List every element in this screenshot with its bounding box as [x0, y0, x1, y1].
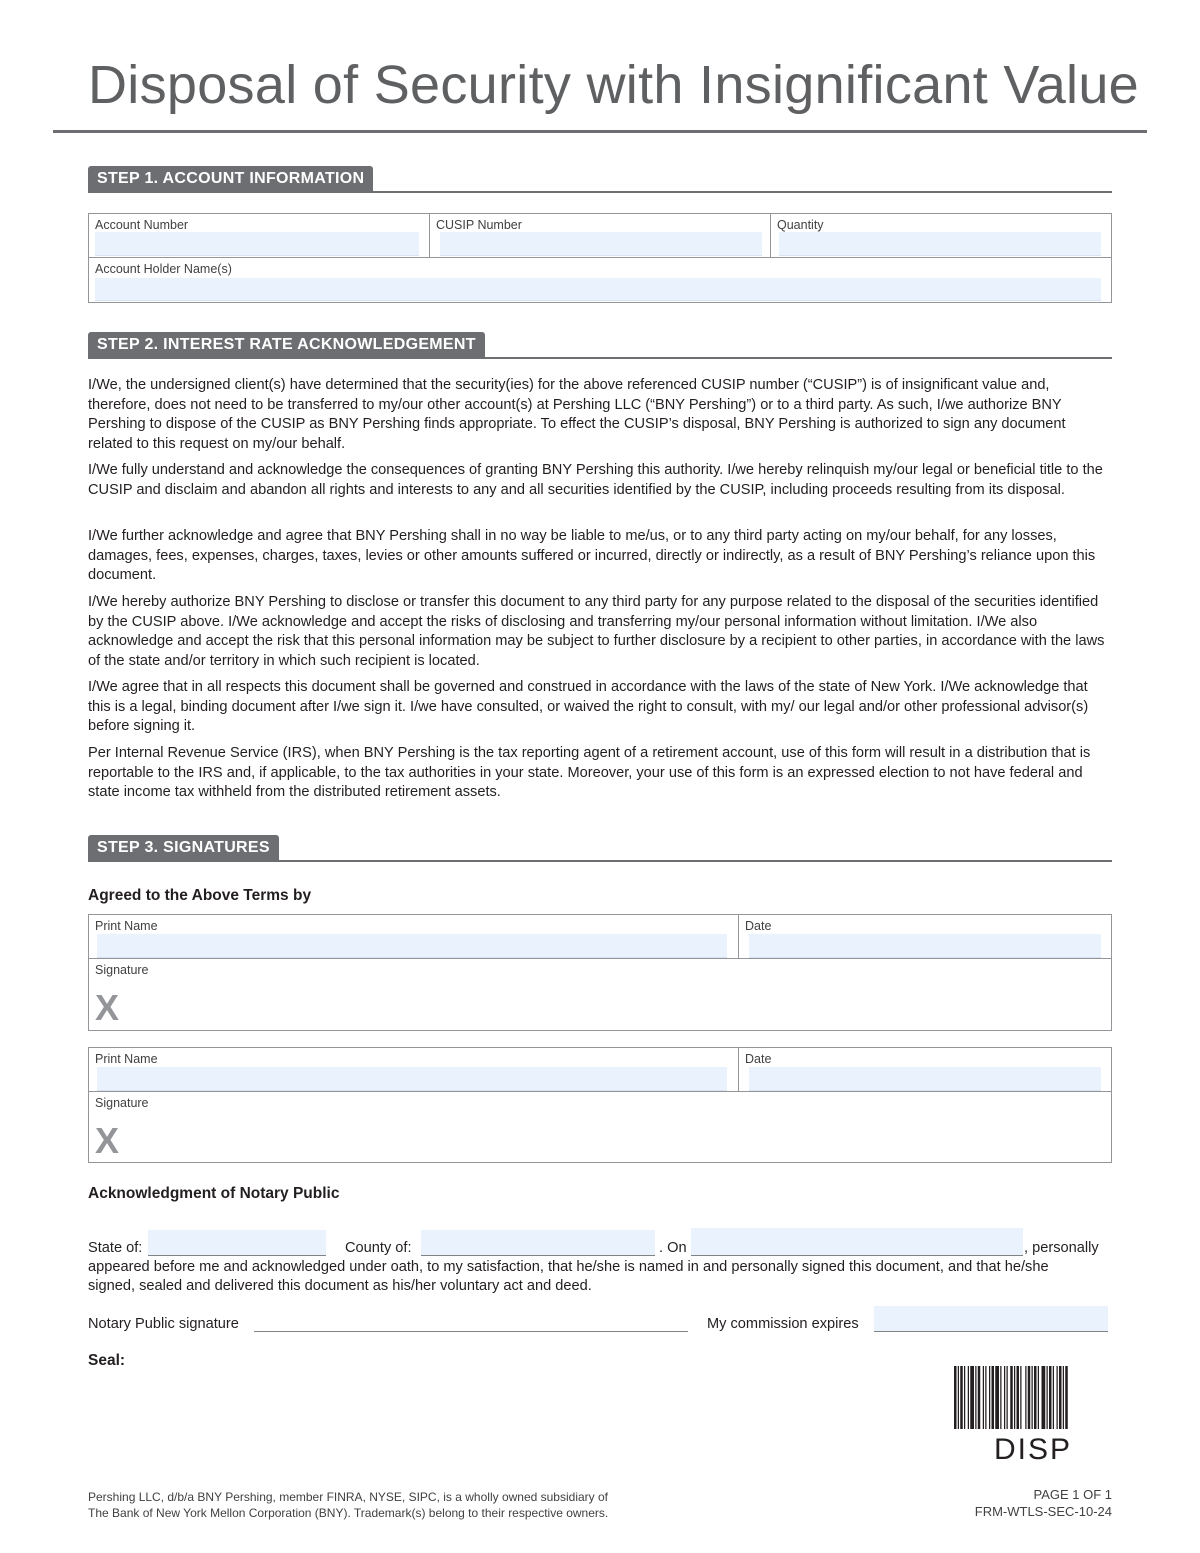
print-name-label: Print Name	[95, 1052, 158, 1066]
barcode-text: DISP	[993, 1433, 1073, 1466]
account-number-cell	[89, 214, 430, 258]
barcode-bar	[964, 1366, 965, 1429]
signature-x-mark: X	[95, 1120, 120, 1161]
seal-label: Seal:	[88, 1352, 126, 1369]
commission-label: My commission expires	[707, 1316, 859, 1332]
date-label: Date	[745, 919, 772, 933]
barcode-bar	[1017, 1366, 1020, 1429]
cusip-number-cell	[430, 214, 771, 258]
ack-paragraph-5: I/We agree that in all respects this document shall be governed and construed in accordance with the laws of the state of New York. I/We acknowledge that this is a legal, binding document after I/we sign it. I/we have consulted, or waived the right to consult, with my/ our legal and/or other professional advisor(s) before signing it.	[88, 679, 1089, 735]
signer-1-signature-cell[interactable]	[89, 959, 1111, 1030]
ack-paragraph-1: I/We, the undersigned client(s) have determined that the security(ies) for the above referenced CUSIP number (“CUSIP”) is of insignificant value and, therefore, does not need to be transferred to my/our other account(s) at Pershing LLC (“BNY Pershing”) or to a third party. As such, I/we authorize BNY Pershing to dispose of the CUSIP as BNY Pershing finds appropriate. To effect the CUSIP’s disposal, BNY Pershing is authorized to sign any document related to this request on my/our behalf.	[88, 377, 1066, 453]
signature-label: Signature	[95, 963, 149, 977]
signature-x-mark: X	[95, 987, 120, 1028]
print-name-label: Print Name	[95, 919, 158, 933]
quantity-input[interactable]	[779, 232, 1101, 256]
barcode-bar	[960, 1366, 963, 1429]
barcode-bar	[1065, 1366, 1068, 1429]
ack-paragraph-4: I/We hereby authorize BNY Pershing to disclose or transfer this document to any third party for any purpose related to the disposal of the securities identified by the CUSIP above. I/We acknowledge and accept the risks of disclosing and transferring my/our personal information without limitation. I/We also acknowledge and accept the risk that this personal information may be subject to further disclosure by a recipient to other parties, in accordance with the laws of the state and/or territory in which such recipient is located.	[88, 594, 1105, 670]
step1-header	[88, 166, 1112, 194]
step3-title: STEP 3. SIGNATURES	[88, 835, 279, 861]
signer-2-block	[88, 1047, 1112, 1163]
state-input[interactable]	[148, 1230, 326, 1256]
footer-line-2: The Bank of New York Mellon Corporation (BNY). Trademark(s) belong to their respective owners.	[88, 1506, 609, 1520]
barcode-bar	[1004, 1366, 1005, 1429]
footer-line-1: Pershing LLC, d/b/a BNY Pershing, member FINRA, NYSE, SIPC, is a wholly owned subsidiary of	[88, 1490, 609, 1504]
barcode-bar	[992, 1366, 995, 1429]
signer-1-name-cell	[89, 915, 739, 959]
barcode-bar	[975, 1366, 976, 1429]
notary-text-line-2: appeared before me and acknowledged under oath, to my satisfaction, that he/she is named in and personally signed this document, and that he/she	[88, 1259, 1049, 1275]
agreed-heading: Agreed to the Above Terms by	[88, 887, 312, 904]
signer-2-date-input[interactable]	[749, 1067, 1101, 1091]
notary-date-input[interactable]	[691, 1228, 1023, 1256]
barcode-bar	[1032, 1366, 1033, 1429]
barcode-bar	[1047, 1366, 1048, 1429]
step2-header	[88, 332, 1112, 360]
signer-2-signature-cell[interactable]	[89, 1092, 1111, 1162]
barcode-bar	[1014, 1366, 1015, 1429]
notary-signature-label: Notary Public signature	[88, 1316, 239, 1332]
barcode-bar	[978, 1366, 981, 1429]
barcode-bar	[989, 1366, 990, 1429]
barcode-bar	[985, 1366, 986, 1429]
signer-1-name-input[interactable]	[97, 934, 727, 958]
form-id: FRM-WTLS-SEC-10-24	[974, 1504, 1112, 1519]
quantity-cell	[771, 214, 1111, 258]
barcode-bar	[1025, 1366, 1026, 1429]
cusip-number-input[interactable]	[440, 232, 762, 256]
step1-title: STEP 1. ACCOUNT INFORMATION	[88, 166, 373, 192]
barcode-bar	[1053, 1366, 1054, 1429]
signer-1-date-cell	[739, 915, 1111, 959]
barcode-bar	[1042, 1366, 1046, 1429]
county-of-label: County of:	[345, 1240, 412, 1256]
barcode-bar	[1038, 1366, 1039, 1429]
barcode-bar	[1000, 1366, 1001, 1429]
signer-1-date-input[interactable]	[749, 934, 1101, 958]
barcode-bar	[968, 1366, 969, 1429]
barcode-bar	[1028, 1366, 1031, 1429]
barcode-bar	[1020, 1366, 1021, 1429]
account-number-input[interactable]	[95, 232, 419, 256]
quantity-label: Quantity	[777, 218, 824, 232]
signer-2-name-cell	[89, 1048, 739, 1092]
signer-2-date-cell	[739, 1048, 1111, 1092]
page-title: Disposal of Security with Insignificant Value	[88, 55, 1139, 115]
notary-text-line-3: signed, sealed and delivered this document as his/her voluntary act and deed.	[88, 1278, 592, 1294]
account-info-table	[88, 213, 1112, 303]
state-of-label: State of:	[88, 1240, 143, 1256]
barcode-bar	[1059, 1366, 1062, 1429]
date-label: Date	[745, 1052, 772, 1066]
county-input[interactable]	[421, 1230, 655, 1256]
signer-1-block	[88, 914, 1112, 1031]
page-number: PAGE 1 OF 1	[1033, 1487, 1112, 1502]
account-holder-input[interactable]	[95, 278, 1101, 301]
cusip-number-label: CUSIP Number	[436, 218, 522, 232]
account-holder-label: Account Holder Name(s)	[95, 262, 232, 276]
step3-header	[88, 835, 1112, 863]
on-label: . On	[659, 1240, 687, 1256]
step2-title: STEP 2. INTEREST RATE ACKNOWLEDGEMENT	[88, 332, 485, 358]
ack-paragraph-6: Per Internal Revenue Service (IRS), when BNY Pershing is the tax reporting agent of a retirement account, use of this form will result in a distribution that is reportable to the IRS and, if applicable, to the tax authorities in your state. Moreover, your use of this form is an expressed election to not have federal and state income tax withheld from the distributed retirement assets.	[88, 745, 1091, 801]
signature-label: Signature	[95, 1096, 149, 1110]
account-holder-cell	[89, 258, 1111, 302]
barcode-bar	[958, 1366, 959, 1429]
ack-paragraph-3: I/We further acknowledge and agree that BNY Pershing shall in no way be liable to me/us, or to any third party acting on my/our behalf, for any losses, damages, fees, expenses, charges, taxes, levies or other amounts suffered or incurred, directly or indirectly, as a result of BNY Pershing’s reliance upon this document.	[88, 528, 1096, 584]
notary-signature-line[interactable]	[254, 1331, 688, 1332]
barcode-bar	[1007, 1366, 1008, 1429]
title-divider	[53, 130, 1147, 133]
barcode-bar	[1034, 1366, 1037, 1429]
notary-heading: Acknowledgment of Notary Public	[88, 1185, 340, 1202]
barcode-bar	[970, 1366, 974, 1429]
barcode	[954, 1366, 1112, 1429]
account-number-label: Account Number	[95, 218, 189, 232]
ack-paragraph-2: I/We fully understand and acknowledge the consequences of granting BNY Pershing this authority. I/we hereby relinquish my/our legal or beneficial title to the CUSIP and disclaim and abandon all rights and interests to any and all securities identified by the CUSIP, including proceeds resulting from its disposal.	[88, 462, 1103, 498]
barcode-bar	[1049, 1366, 1052, 1429]
barcode-bar	[1057, 1366, 1058, 1429]
personally-text: , personally	[1024, 1240, 1099, 1256]
barcode-bar	[1063, 1366, 1064, 1429]
barcode-bar	[1010, 1366, 1013, 1429]
barcode-bar	[995, 1366, 999, 1429]
signer-2-name-input[interactable]	[97, 1067, 727, 1091]
commission-expires-input[interactable]	[874, 1306, 1108, 1332]
barcode-bar	[954, 1366, 957, 1429]
barcode-bar	[983, 1366, 984, 1429]
